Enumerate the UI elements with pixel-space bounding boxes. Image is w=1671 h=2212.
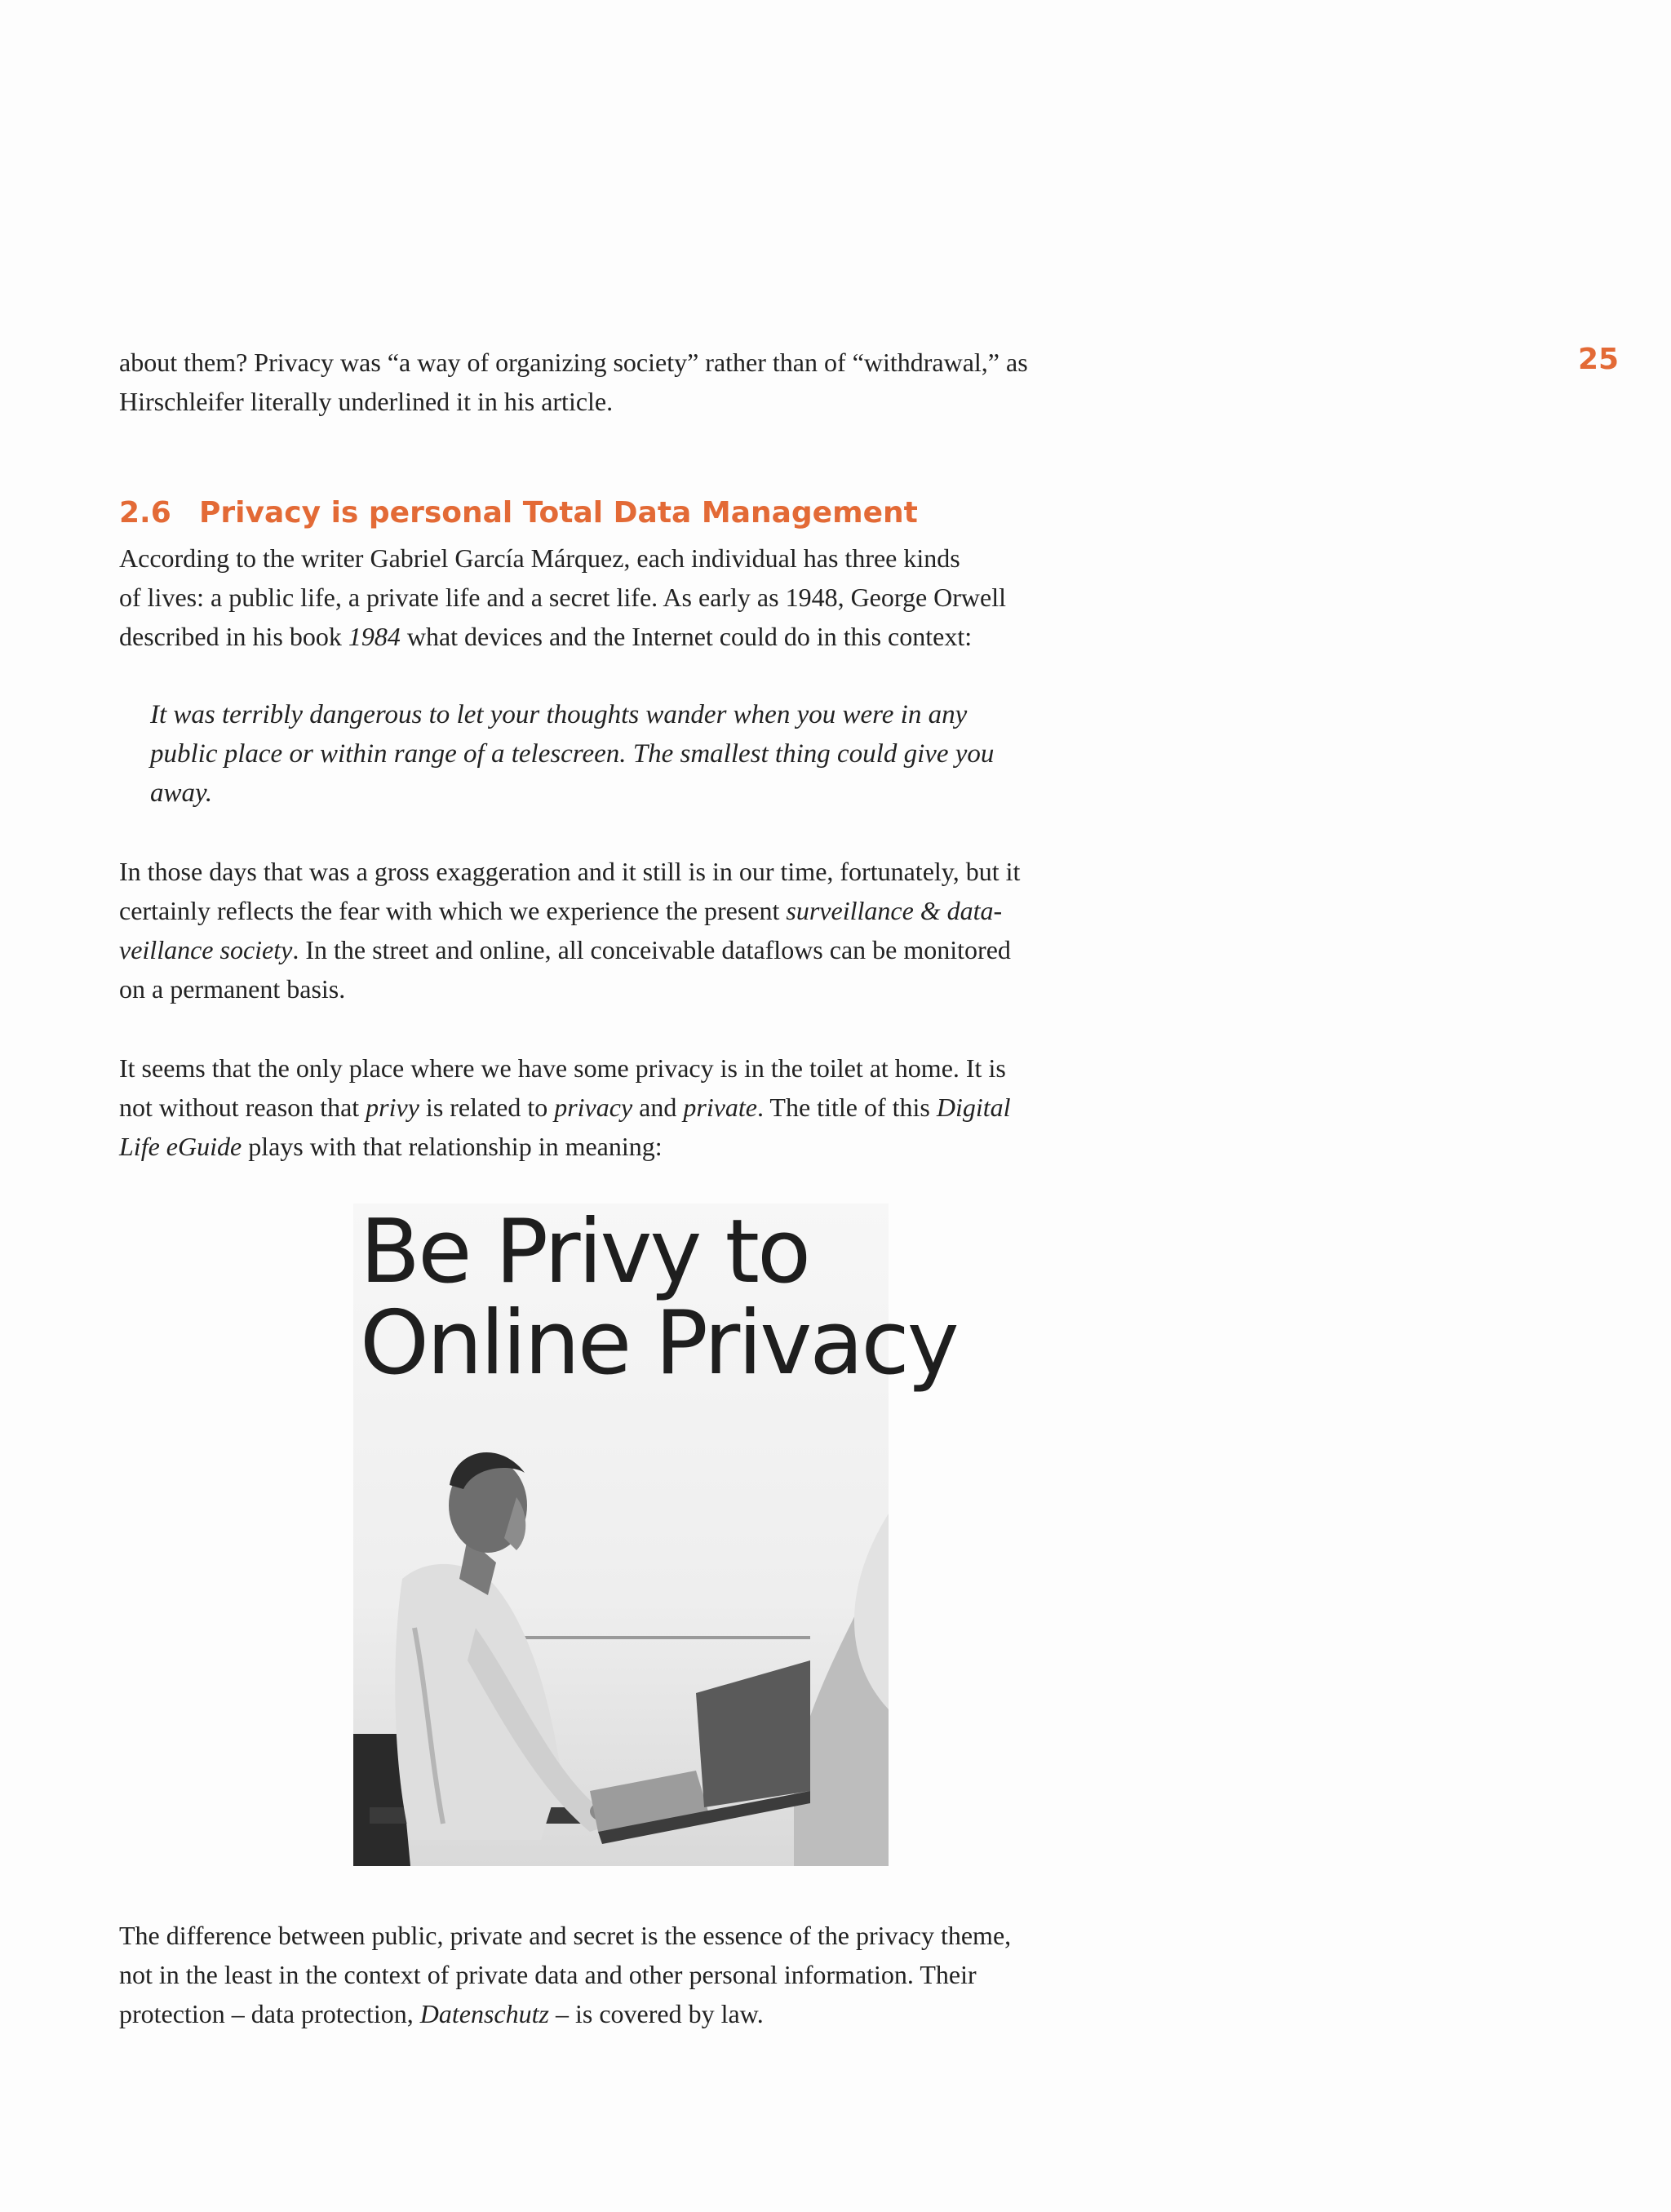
text-line: In those days that was a gross exaggeration and it still is in our time, fortunately, but it — [119, 857, 1021, 886]
text-line: not without reason that — [119, 1093, 366, 1122]
emphasis: Digital — [936, 1093, 1011, 1122]
paragraph-exaggeration — [119, 852, 1131, 1008]
paragraph-difference — [119, 1916, 1131, 2033]
emphasis: privy — [366, 1093, 419, 1122]
text-line: on a permanent basis. — [119, 974, 346, 1004]
block-quote — [150, 695, 1129, 813]
text-line: described in his book — [119, 622, 348, 651]
text-line: Hirschleifer literally underlined it in his article. — [119, 387, 614, 416]
text-line: plays with that relationship in meaning: — [242, 1132, 663, 1161]
text-line: . In the street and online, all conceivable dataflows can be monitored — [292, 935, 1011, 964]
emphasis: surveillance & data- — [786, 896, 1003, 925]
text-line: not in the least in the context of private data and other personal information. Their — [119, 1960, 977, 1989]
text-line: about them? Privacy was “a way of organizing society” rather than of “withdrawal,” as — [119, 348, 1028, 377]
quote-line: public place or within range of a telescreen. The smallest thing could give you — [150, 739, 995, 769]
quote-line: It was terribly dangerous to let your thoughts wander when you were in any — [150, 700, 968, 729]
emphasis: veillance society — [119, 935, 293, 964]
section-number: 2.6 — [119, 496, 171, 530]
quote-line: away. — [150, 778, 213, 808]
text-line: According to the writer Gabriel García Márquez, each individual has three kinds — [119, 543, 960, 573]
text-line: – is covered by law. — [548, 1999, 764, 2028]
cover-title — [360, 1201, 957, 1394]
text-line: is related to — [419, 1093, 555, 1122]
text-line: protection – data protection, — [119, 1999, 420, 2028]
text-line: what devices and the Internet could do in this context: — [400, 622, 973, 651]
cover-title-line: Online Privacy — [360, 1292, 957, 1394]
page-number: 25 — [1578, 343, 1620, 376]
emphasis: private — [683, 1093, 757, 1122]
emphasis: privacy — [554, 1093, 633, 1122]
section-heading — [119, 496, 918, 530]
paragraph-intro — [119, 539, 1131, 656]
section-title: Privacy is personal Total Data Management — [199, 496, 918, 530]
text-line: . The title of this — [757, 1093, 937, 1122]
text-line: and — [632, 1093, 684, 1122]
text-line: It seems that the only place where we have some privacy is in the toilet at home. It is — [119, 1053, 1006, 1083]
book-title: 1984 — [348, 622, 401, 651]
text-line: certainly reflects the fear with which we experience the present — [119, 896, 787, 925]
paragraph-top — [119, 343, 1131, 421]
guide-cover-image — [353, 1201, 957, 1866]
paragraph-toilet — [119, 1048, 1131, 1166]
text-line: of lives: a public life, a private life and a secret life. As early as 1948, George Orwell — [119, 583, 1007, 612]
text-line: The difference between public, private and secret is the essence of the privacy theme, — [119, 1921, 1012, 1950]
emphasis: Datenschutz — [419, 1999, 549, 2028]
cover-title-line: Be Privy to — [360, 1201, 809, 1303]
emphasis: Life eGuide — [119, 1132, 242, 1161]
